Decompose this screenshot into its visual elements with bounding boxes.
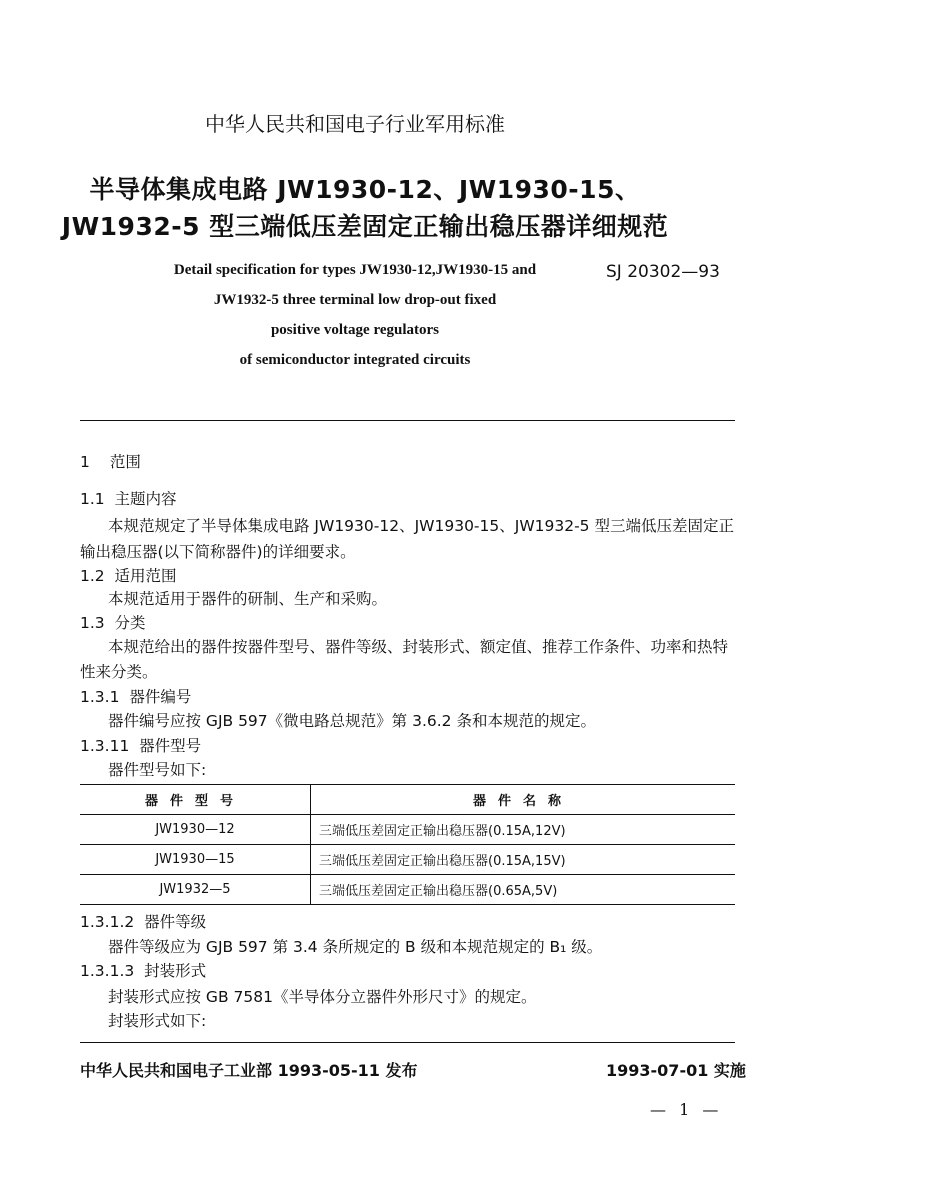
section-1-3-heading <box>80 611 146 633</box>
section-number: 1 <box>80 453 90 471</box>
section-title: 分类 <box>114 614 146 632</box>
column-header-type: 器件型号 <box>80 785 311 815</box>
section-title: 封装形式 <box>144 962 207 980</box>
section-title: 器件等级 <box>144 913 207 931</box>
section-1-1-text-a: 本规范规定了半导体集成电路 JW1930-12、JW1930-15、JW1932-5 型三端低压差固定正 <box>108 517 734 535</box>
section-1-3-1-3-heading <box>80 959 206 981</box>
cell-name: 三端低压差固定正输出稳压器(0.15A,12V) <box>311 815 736 845</box>
title-cn-line2: JW1932-5 型三端低压差固定正输出稳压器详细规范 <box>61 212 669 241</box>
section-title: 器件编号 <box>129 688 192 706</box>
standard-category: 中华人民共和国电子行业军用标准 <box>205 112 505 136</box>
section-number: 1.3.1.2 <box>80 913 135 931</box>
section-1-3-1-3-text-a: 封装形式应按 GB 7581《半导体分立器件外形尺寸》的规定。 <box>108 988 537 1006</box>
table-row <box>80 845 735 875</box>
section-number: 1.3.11 <box>80 737 130 755</box>
section-title: 主题内容 <box>114 490 177 508</box>
page-number: — 1 — <box>650 1100 723 1119</box>
section-1-3-1-text: 器件编号应按 GJB 597《微电路总规范》第 3.6.2 条和本规范的规定。 <box>108 712 596 730</box>
section-1-heading <box>80 450 141 472</box>
cell-type: JW1930—12 <box>80 815 311 845</box>
section-1-3-text-a: 本规范给出的器件按器件型号、器件等级、封装形式、额定值、推荐工作条件、功率和热特 <box>108 638 729 656</box>
section-title: 适用范围 <box>114 567 177 585</box>
section-number: 1.3 <box>80 614 105 632</box>
title-en-line1: Detail specification for types JW1930-12,JW1930-15 and <box>173 262 537 278</box>
section-1-3-text-b: 性来分类。 <box>80 663 158 681</box>
section-1-3-11-text: 器件型号如下: <box>108 761 207 779</box>
section-1-2-heading <box>80 564 177 586</box>
title-en-line3: positive voltage regulators <box>270 322 440 338</box>
section-1-3-1-2-text: 器件等级应为 GJB 597 第 3.4 条所规定的 B 级和本规范规定的 B₁ 级。 <box>108 938 603 956</box>
device-type-table <box>80 784 735 905</box>
column-header-name: 器件名称 <box>311 785 736 815</box>
footer-divider <box>80 1042 735 1043</box>
cell-type: JW1930—15 <box>80 845 311 875</box>
section-1-3-1-3-text-b: 封装形式如下: <box>108 1012 207 1030</box>
header-divider <box>80 420 735 421</box>
section-number: 1.2 <box>80 567 105 585</box>
title-en-line4: of semiconductor integrated circuits <box>239 352 471 368</box>
standard-number: SJ 20302—93 <box>606 262 720 282</box>
title-cn-line1: 半导体集成电路 JW1930-12、JW1930-15、 <box>89 175 641 204</box>
section-1-1-heading <box>80 487 177 509</box>
cell-name: 三端低压差固定正输出稳压器(0.65A,5V) <box>311 875 736 905</box>
title-en-line2: JW1932-5 three terminal low drop-out fixed <box>213 292 497 308</box>
cell-name: 三端低压差固定正输出稳压器(0.15A,15V) <box>311 845 736 875</box>
table-row <box>80 875 735 905</box>
section-title: 器件型号 <box>139 737 202 755</box>
section-1-3-1-2-heading <box>80 910 206 932</box>
section-1-3-11-heading <box>80 734 201 756</box>
section-1-1-text-b: 输出稳压器(以下简称器件)的详细要求。 <box>80 543 356 561</box>
effective-date: 1993-07-01 实施 <box>606 1061 746 1080</box>
section-1-3-1-heading <box>80 685 191 707</box>
section-number: 1.3.1 <box>80 688 120 706</box>
publisher-info: 中华人民共和国电子工业部 1993-05-11 发布 <box>80 1061 418 1080</box>
section-1-2-text: 本规范适用于器件的研制、生产和采购。 <box>108 590 388 608</box>
section-number: 1.1 <box>80 490 105 508</box>
table-row <box>80 815 735 845</box>
section-number: 1.3.1.3 <box>80 962 135 980</box>
section-title: 范围 <box>109 453 141 471</box>
table-header-row <box>80 785 735 815</box>
cell-type: JW1932—5 <box>80 875 311 905</box>
